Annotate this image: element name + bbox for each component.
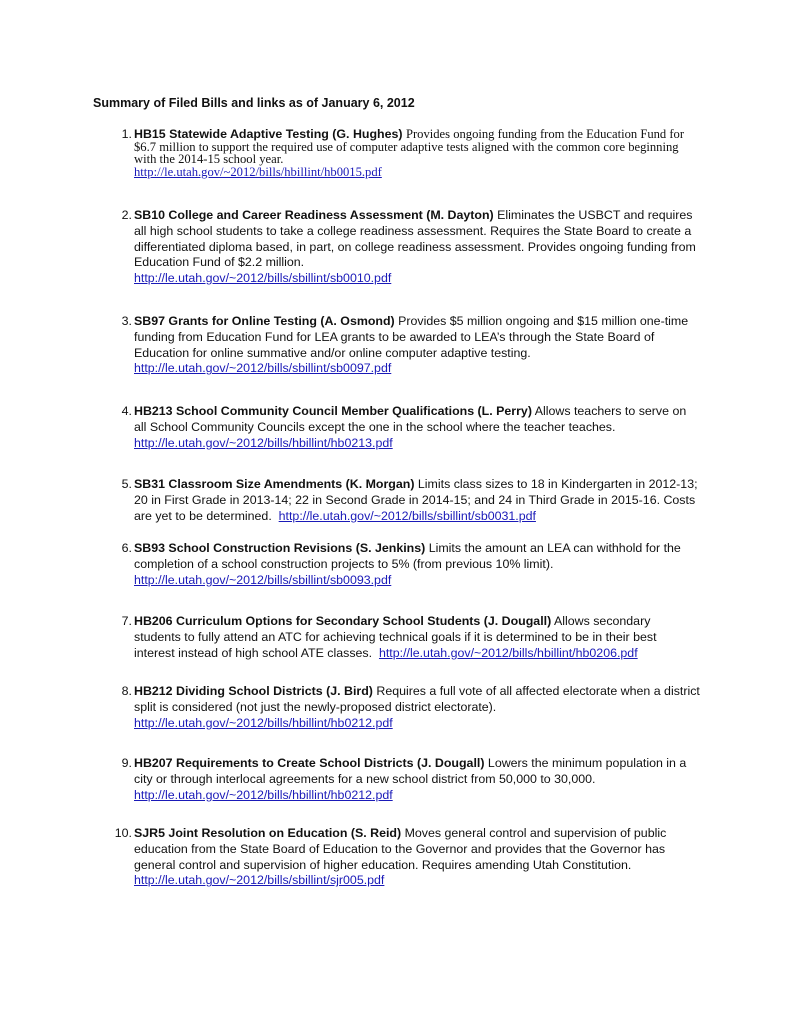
bill-link[interactable]: http://le.utah.gov/~2012/bills/sbillint/sb0031.pdf <box>278 508 536 523</box>
bill-number: 9. <box>121 756 132 770</box>
bill-content <box>134 404 700 451</box>
bill-content <box>134 128 700 178</box>
bill-content <box>134 826 700 889</box>
bill-description: Allows secondary students to fully attend an ATC for achieving technical goals if it is determined to be in their best interest instead of high school ATE classes. <box>134 614 657 660</box>
bill-number: 7. <box>121 614 132 628</box>
bill-description: Allows teachers to serve on all School Community Councils except the one in the school where the teacher teaches. <box>134 404 687 434</box>
bill-description: Lowers the minimum population in a city or through interlocal agreements for a new school district from 50,000 to 30,000. <box>134 756 687 786</box>
bill-number: 6. <box>121 541 132 555</box>
bill-number: 4. <box>121 404 132 418</box>
bill-number: 8. <box>121 684 132 698</box>
bill-name: HB213 School Community Council Member Qualifications (L. Perry) <box>134 404 532 418</box>
bill-content <box>134 541 700 588</box>
bill-link[interactable]: http://le.utah.gov/~2012/bills/sbillint/sjr005.pdf <box>134 873 385 888</box>
bill-number: 5. <box>121 477 132 491</box>
bill-content <box>134 684 700 731</box>
bill-name: SB10 College and Career Readiness Assessment (M. Dayton) <box>134 208 494 222</box>
bill-name: SB31 Classroom Size Amendments (K. Morgan) <box>134 477 415 491</box>
bill-content <box>134 756 700 803</box>
document-title: Summary of Filed Bills and links as of January 6, 2012 <box>93 96 415 110</box>
bill-name: SB93 School Construction Revisions (S. Jenkins) <box>134 541 426 555</box>
bill-name: HB212 Dividing School Districts (J. Bird) <box>134 684 373 698</box>
bill-link[interactable]: http://le.utah.gov/~2012/bills/sbillint/sb0093.pdf <box>134 572 392 587</box>
bill-description: Limits class sizes to 18 in Kindergarten in 2012-13; 20 in First Grade in 2013-14; 22 in Second Grade in 2014-15; and 24 in Third Grade in 2015-16. Costs are yet to be determined. <box>134 477 698 523</box>
bill-content <box>134 314 700 377</box>
bill-number: 1. <box>121 127 132 141</box>
bill-description: Limits the amount an LEA can withhold for the completion of a school construction projects to 5% (from previous 10% limit). <box>134 541 681 571</box>
bill-name: SJR5 Joint Resolution on Education (S. Reid) <box>134 826 402 840</box>
bill-number: 10. <box>114 826 132 840</box>
bill-link[interactable]: http://le.utah.gov/~2012/bills/sbillint/sb0010.pdf <box>134 271 392 286</box>
bill-description: Provides ongoing funding from the Education Fund for $6.7 million to support the required use of computer adaptive tests aligned with the common core beginning with the 2014-15 school year. <box>134 127 685 166</box>
bill-name: HB206 Curriculum Options for Secondary School Students (J. Dougall) <box>134 614 552 628</box>
bill-name: HB207 Requirements to Create School Districts (J. Dougall) <box>134 756 485 770</box>
bill-content <box>134 477 700 524</box>
bill-link[interactable]: http://le.utah.gov/~2012/bills/sbillint/sb0097.pdf <box>134 361 392 376</box>
bill-description: Requires a full vote of all affected electorate when a district split is considered (not just the newly-proposed district electorate). <box>134 684 700 714</box>
bill-description: Provides $5 million ongoing and $15 million one-time funding from Education Fund for LEA grants to be awarded to LEA’s through the State Board of Education for online summative and/or online computer adaptive testing. <box>134 314 689 360</box>
bill-link[interactable]: http://le.utah.gov/~2012/bills/hbillint/hb0015.pdf <box>134 164 382 179</box>
bill-link[interactable]: http://le.utah.gov/~2012/bills/hbillint/hb0206.pdf <box>378 645 638 660</box>
bill-content <box>134 614 700 661</box>
bill-link[interactable]: http://le.utah.gov/~2012/bills/hbillint/hb0213.pdf <box>134 435 393 450</box>
bill-number: 2. <box>121 208 132 222</box>
bill-link[interactable]: http://le.utah.gov/~2012/bills/hbillint/hb0212.pdf <box>134 715 393 730</box>
bill-description: Moves general control and supervision of public education from the State Board of Education to the Governor and provides that the Governor has general control and supervision of higher education. Requires amending Utah Constitution. <box>134 826 667 872</box>
bill-link[interactable]: http://le.utah.gov/~2012/bills/hbillint/hb0212.pdf <box>134 787 393 802</box>
bill-description: Eliminates the USBCT and requires all high school students to take a college readiness assessment. Requires the State Board to create a differentiated diploma based, in part, on college readiness assessment. Provides ongoing funding from Education Fund of $2.2 million. <box>134 208 696 270</box>
bill-content <box>134 208 700 287</box>
bill-name: SB97 Grants for Online Testing (A. Osmond) <box>134 314 395 328</box>
bill-name: HB15 Statewide Adaptive Testing (G. Hughes) <box>134 127 403 141</box>
bill-number: 3. <box>121 314 132 328</box>
